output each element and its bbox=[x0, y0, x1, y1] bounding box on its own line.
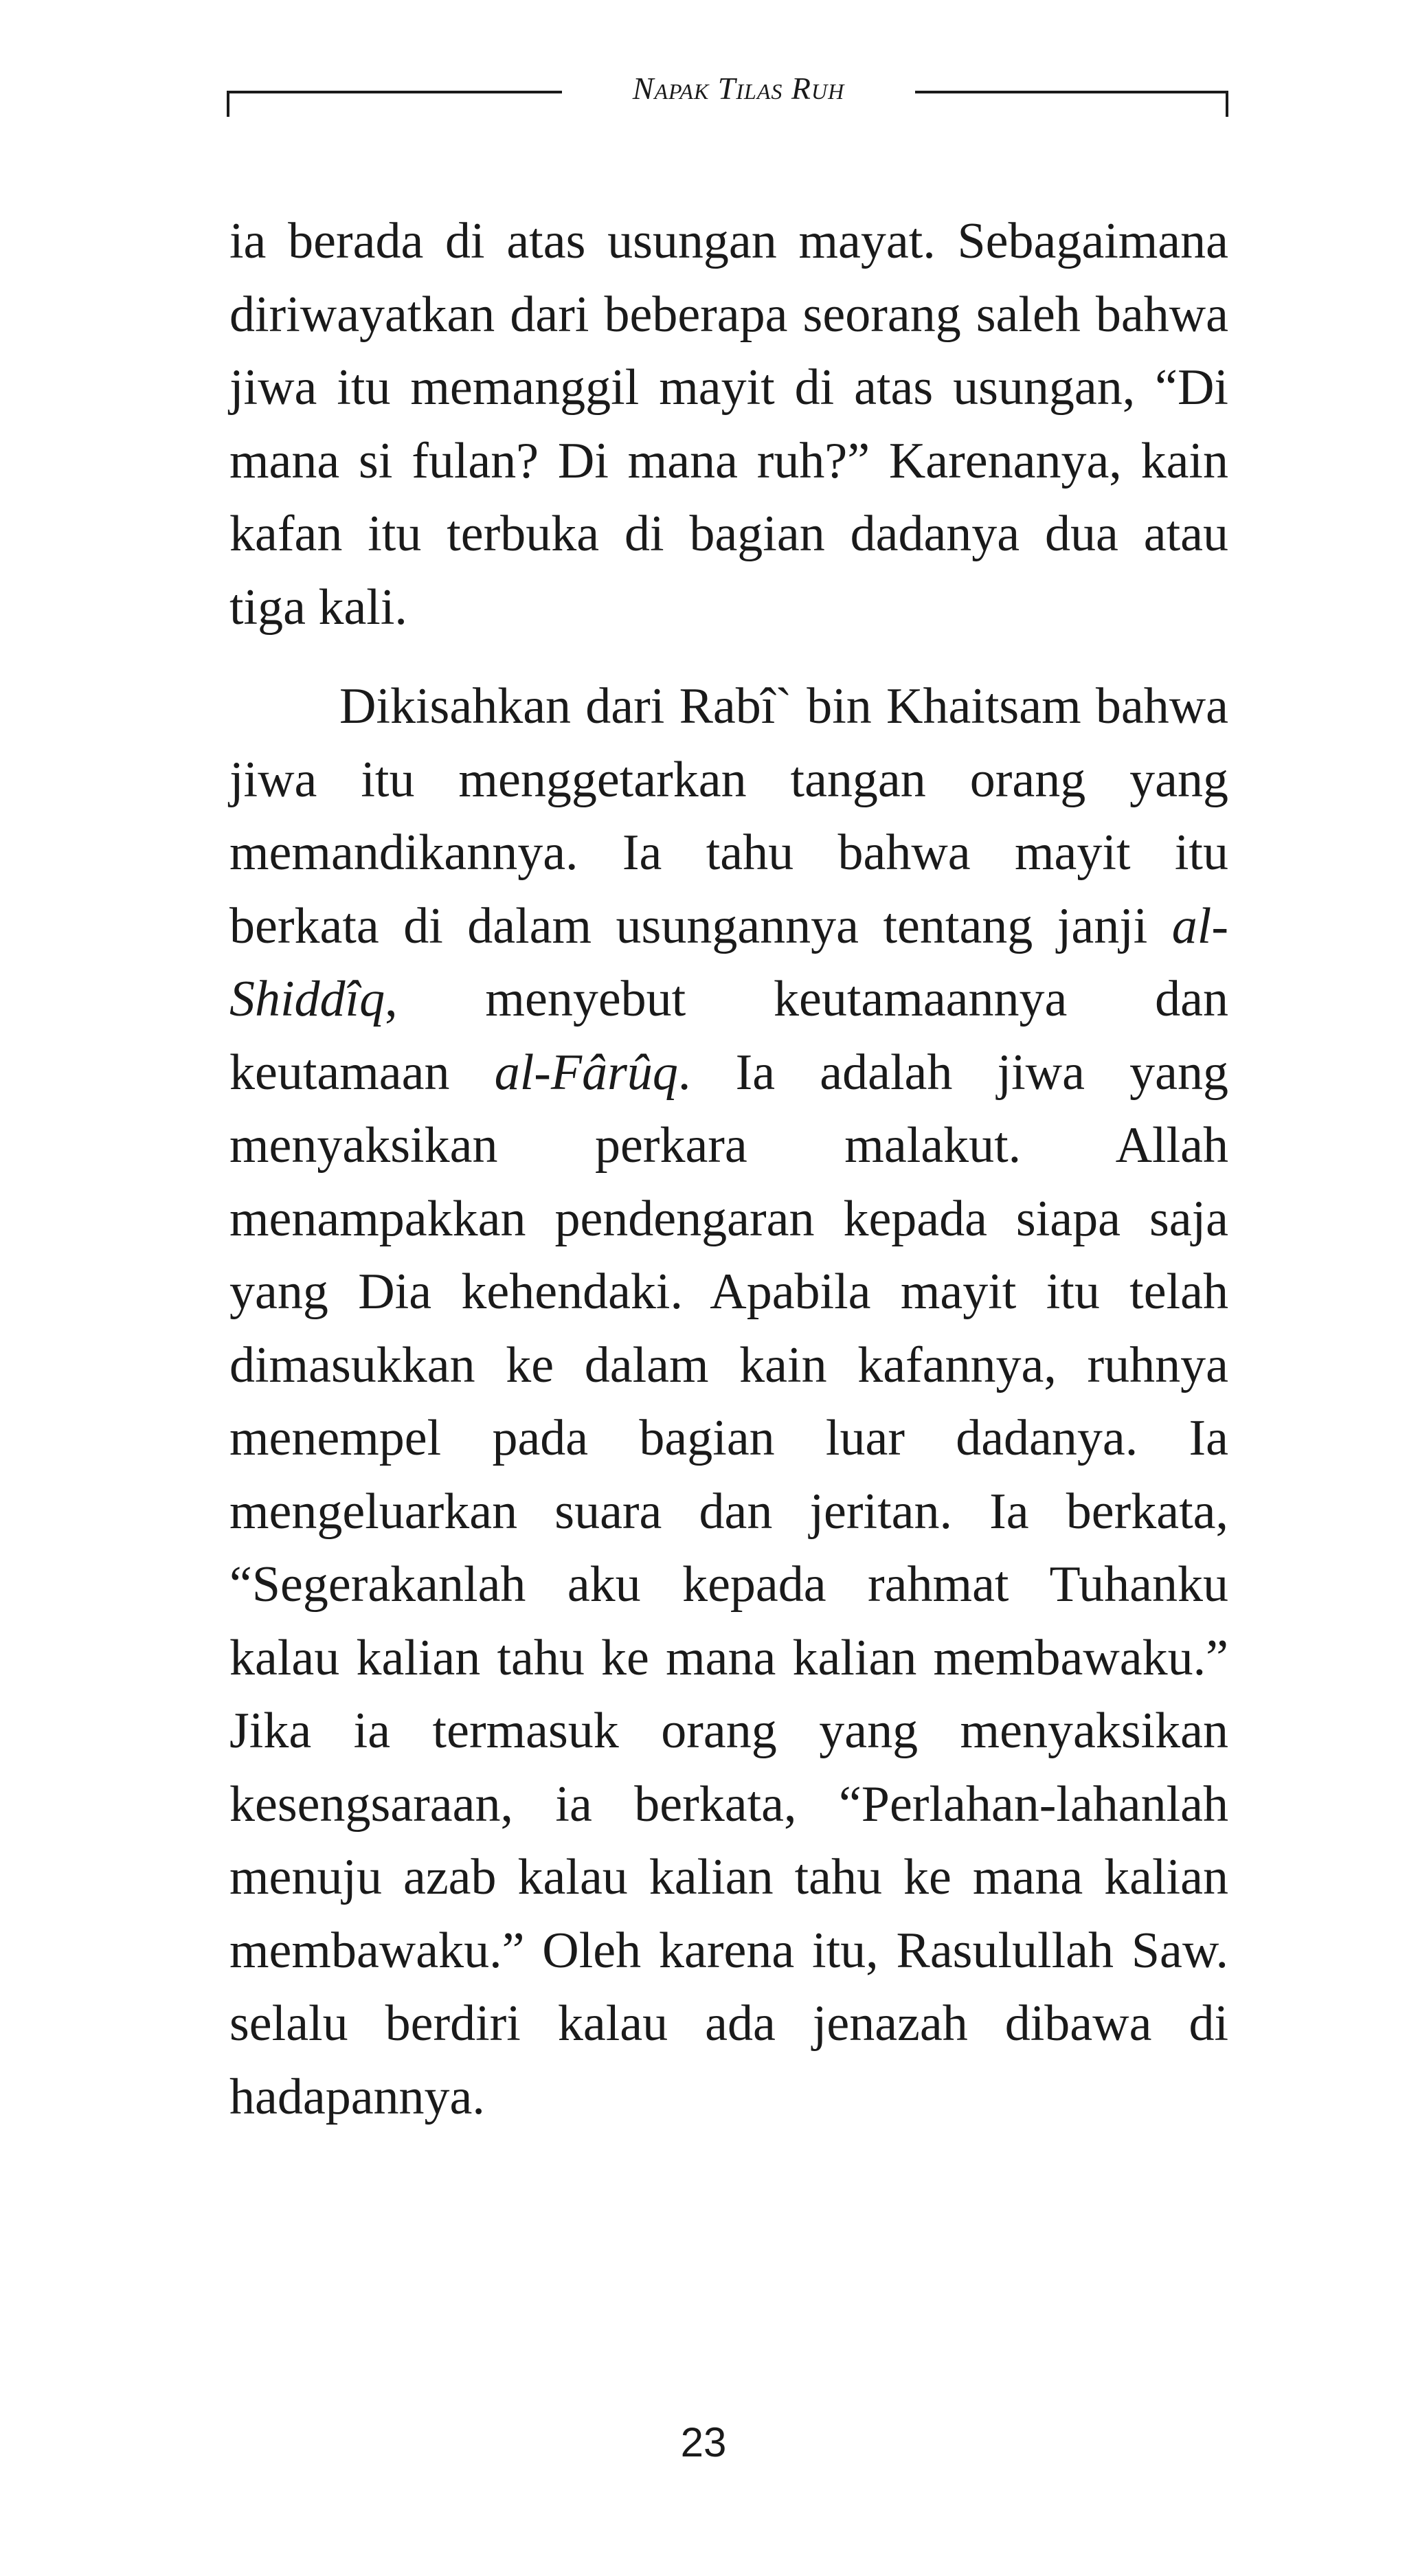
header-bracket-left bbox=[227, 91, 229, 117]
paragraph-1 bbox=[229, 205, 1228, 644]
body-text bbox=[229, 205, 1228, 2133]
page-number: 23 bbox=[680, 2419, 727, 2465]
header-bracket-right bbox=[1226, 91, 1228, 117]
paragraph-text: ia berada di atas usungan mayat. Sebagaimana diriwayatkan dari beberapa seorang saleh bahwa jiwa itu memanggil mayit di atas usungan, “Di mana si fulan? Di mana ruh?” Karenanya, kain kafan itu terbuka di bagian dadanya dua atau tiga kali. bbox=[229, 213, 1228, 636]
paragraph-text: . Ia adalah jiwa yang menyaksikan perkara malakut. Allah menampakkan pendengaran kepada siapa saja yang Dia kehendaki. Apabila mayit itu telah dimasukkan ke dalam kain kafannya, ruhnya menempel pada bagian luar dadanya. Ia mengeluarkan suara dan jeritan. Ia berkata, “Segerakanlah aku kepada rahmat Tuhanku kalau kalian tahu ke mana kalian membawaku.” Jika ia termasuk orang yang menyaksikan kesengsaraan, ia berkata, “Perlahan-lahanlah menuju azab kalau kalian tahu ke mana kalian membawaku.” Oleh karena itu, Rasulullah Saw. selalu berdiri kalau ada jenazah dibawa di hadapannya. bbox=[229, 1044, 1228, 2125]
paragraph-text: Dikisahkan dari Rabî` bin Khaitsam bahwa jiwa itu menggetarkan tangan orang yang memandikannya. Ia tahu bahwa mayit itu berkata di dalam usungannya tentang janji bbox=[229, 678, 1228, 954]
italic-term-al-faruq: al-Fârûq bbox=[494, 1044, 678, 1101]
header-rule-right bbox=[915, 91, 1228, 93]
paragraph-2 bbox=[229, 670, 1228, 2133]
paragraph-text: , menyebut keutamaannya dan keutamaan bbox=[229, 971, 1228, 1101]
header-rule-left bbox=[227, 91, 562, 93]
italic-term-al-shiddiq: al-Shiddîq bbox=[229, 897, 1228, 1027]
running-title: Napak Tilas Ruh bbox=[632, 71, 845, 106]
running-header bbox=[227, 67, 1228, 122]
